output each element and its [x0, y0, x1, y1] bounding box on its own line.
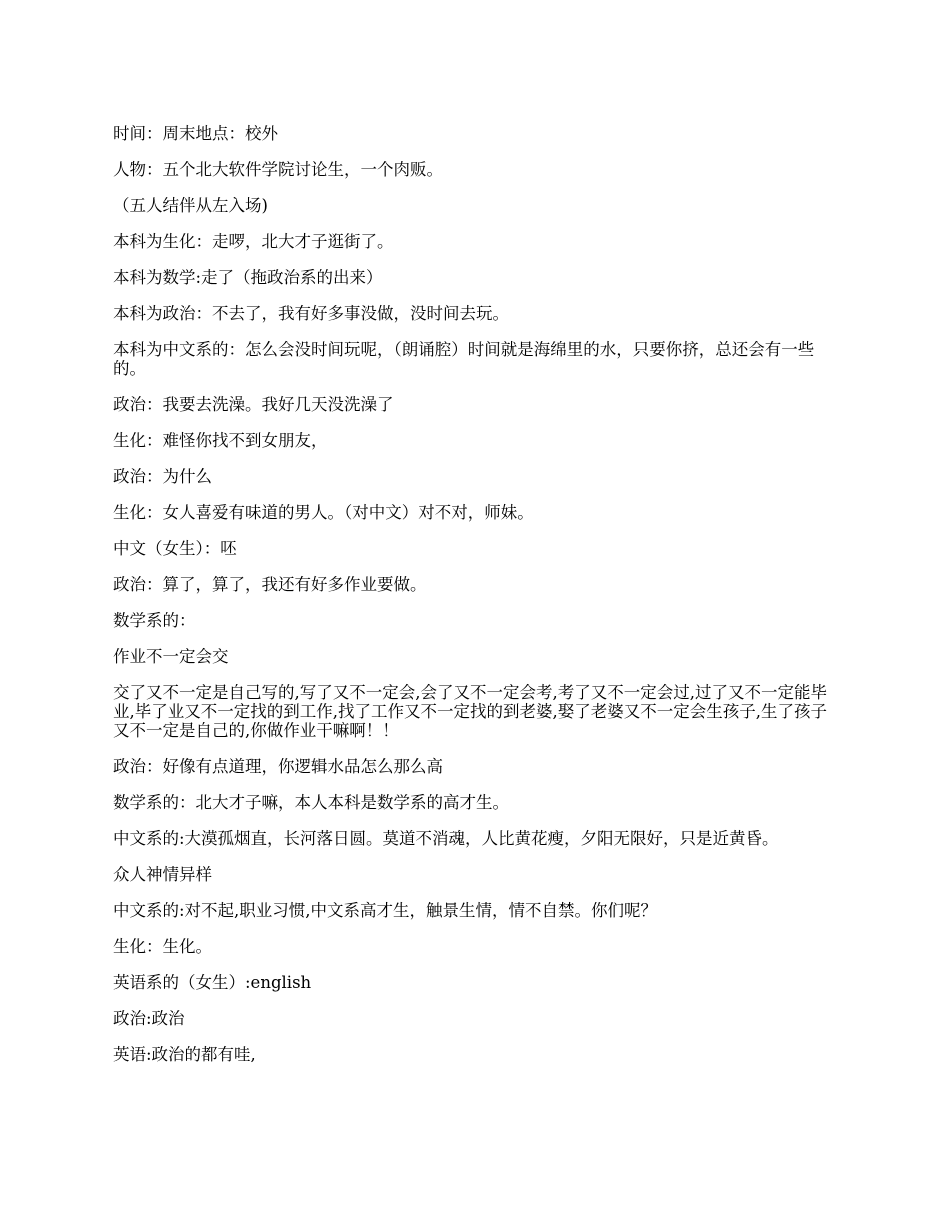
paragraph: 时间：周末地点：校外 [113, 124, 278, 143]
paragraph: 政治：为什么 [113, 467, 212, 486]
paragraph: 政治：好像有点道理，你逻辑水品怎么那么高 [113, 757, 443, 776]
paragraph: 英语:政治的都有哇, [113, 1045, 256, 1064]
paragraph: 生化：女人喜爱有味道的男人。（对中文）对不对，师妹。 [113, 503, 534, 522]
paragraph: 政治：算了，算了，我还有好多作业要做。 [113, 575, 427, 594]
paragraph: 政治：我要去洗澡。我好几天没洗澡了 [113, 395, 394, 414]
paragraph: 本科为数学:走了（拖政治系的出来） [113, 268, 383, 287]
paragraph: （五人结伴从左入场) [113, 196, 268, 215]
paragraph: 中文系的:大漠孤烟直，长河落日圆。莫道不消魂，人比黄花瘦，夕阳无限好，只是近黄昏。 [113, 829, 779, 848]
paragraph: 数学系的： [113, 611, 196, 630]
paragraph: 生化：生化。 [113, 937, 212, 956]
paragraph: 人物：五个北大软件学院讨论生，一个肉贩。 [113, 160, 443, 179]
paragraph: 众人神情异样 [113, 865, 212, 884]
paragraph: 本科为中文系的：怎么会没时间玩呢，（朗诵腔）时间就是海绵里的水，只要你挤，总还会有一些的。 [113, 340, 815, 378]
paragraph: 本科为政治：不去了，我有好多事没做，没时间去玩。 [113, 304, 509, 323]
paragraph: 英语系的（女生）:english [113, 973, 312, 992]
paragraph: 交了又不一定是自己写的,写了又不一定会,会了又不一定会考,考了又不一定会过,过了又不一定能毕业,毕了业又不一定找的到工作,找了工作又不一定找的到老婆,娶了老婆又不一定会生孩子,生了孩子又不一定是自己的,你做作业干嘛啊！！ [113, 683, 827, 740]
paragraph: 作业不一定会交 [113, 647, 229, 666]
paragraph: 生化：难怪你找不到女朋友， [113, 431, 328, 450]
paragraph: 中文（女生）：呸 [113, 539, 237, 558]
paragraph: 中文系的:对不起,职业习惯,中文系高才生，触景生情，情不自禁。你们呢？ [113, 901, 658, 920]
paragraph: 本科为生化：走啰，北大才子逛街了。 [113, 232, 394, 251]
paragraph: 数学系的：北大才子嘛，本人本科是数学系的高才生。 [113, 793, 509, 812]
paragraph: 政治:政治 [113, 1009, 185, 1028]
document-body [113, 124, 840, 1081]
